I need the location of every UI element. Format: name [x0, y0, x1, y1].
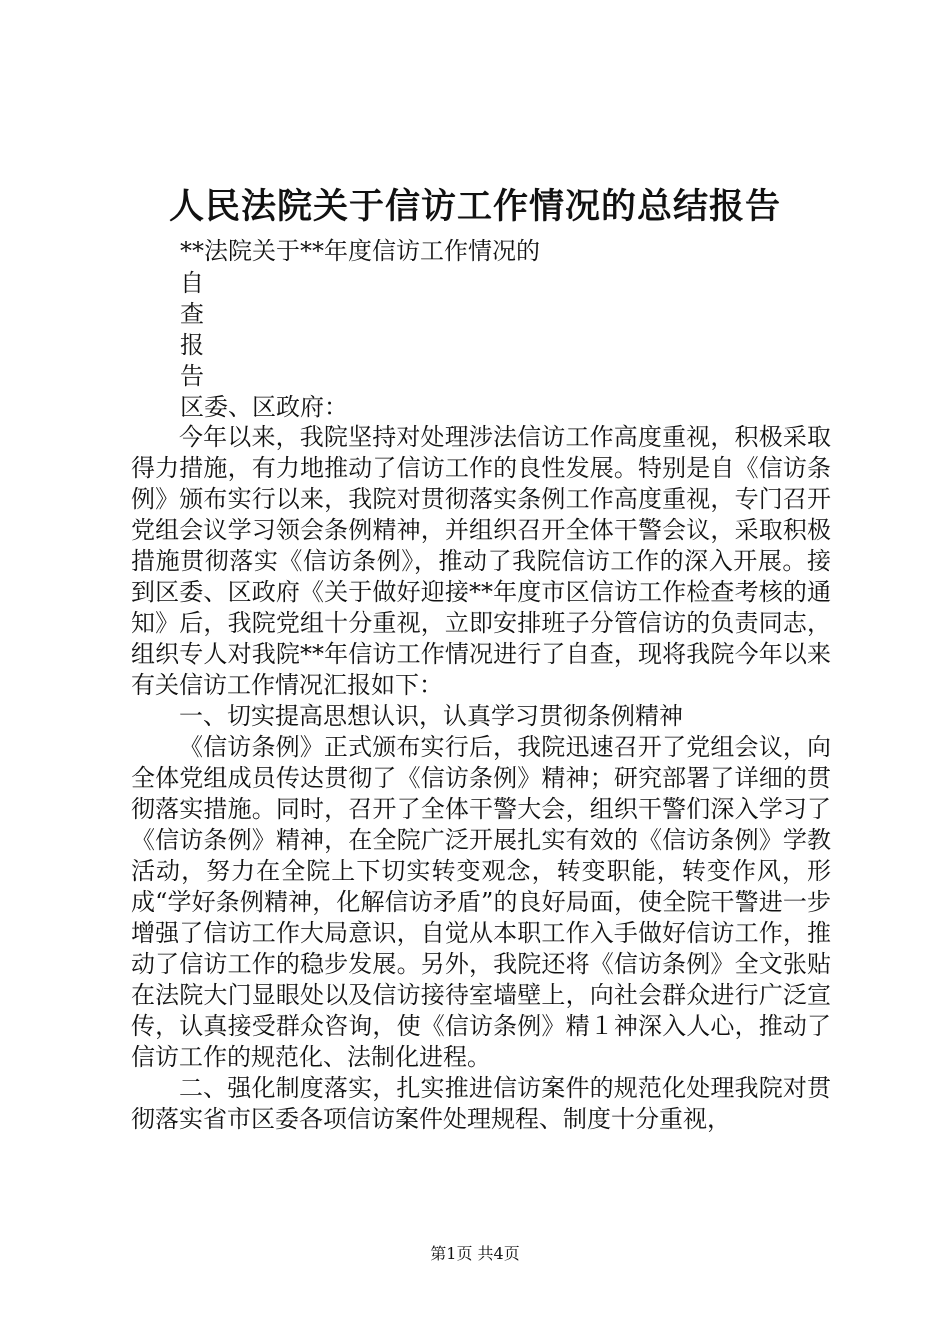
document-subtitle: **法院关于**年度信访工作情况的 — [180, 237, 540, 265]
paragraph-intro: 今年以来，我院坚持对处理涉法信访工作高度重视，积极采取得力措施，有力地推动了信访工作的良性发展。特别是自《信访条例》颁布实行以来，我院对贯彻落实条例工作高度重视，专门召开党组会议学习领会条例精神，并组织召开全体干警会议，采取积极措施贯彻落实《信访条例》，推动了我院信访工作的深入开展。接到区委、区政府《关于做好迎接**年度市区信访工作检查考核的通知》后，我院党组十分重视，立即安排班子分管信访的负责同志，组织专人对我院**年信访工作情况进行了自查，现将我院今年以来有关信访工作情况汇报如下： — [131, 423, 831, 699]
vertical-char: 报 — [180, 331, 204, 359]
body-text — [131, 422, 831, 1135]
vertical-char: 查 — [180, 300, 204, 328]
paragraph-section-1: 《信访条例》正式颁布实行后，我院迅速召开了党组会议，向全体党组成员传达贯彻了《信访条例》精神；研究部署了详细的贯彻落实措施。同时，召开了全体干警大会，组织干警们深入学习了《信访条例》精神，在全院广泛开展扎实有效的《信访条例》学教活动，努力在全院上下切实转变观念，转变职能，转变作风，形成“学好条例精神，化解信访矛盾”的良好局面，使全院干警进一步增强了信访工作大局意识，自觉从本职工作入手做好信访工作，推动了信访工作的稳步发展。另外，我院还将《信访条例》全文张贴在法院大门显眼处以及信访接待室墙壁上，向社会群众进行广泛宣传，认真接受群众咨询，使《信访条例》精１神深入人心，推动了信访工作的规范化、法制化进程。 — [131, 733, 831, 1071]
salutation: 区委、区政府： — [180, 393, 348, 421]
document-title: 人民法院关于信访工作情况的总结报告 — [168, 186, 781, 227]
vertical-char: 自 — [180, 269, 204, 297]
vertical-char: 告 — [180, 362, 204, 390]
vertical-heading — [180, 268, 204, 392]
page-footer: 第1页 共4页 — [430, 1244, 520, 1263]
section-heading-1: 一、切实提高思想认识，认真学习贯彻条例精神 — [179, 702, 683, 730]
section-heading-2: 二、强化制度落实，扎实推进信访案件的规范化处理我院对贯彻落实省市区委各项信访案件处理规程、制度十分重视， — [131, 1074, 831, 1133]
